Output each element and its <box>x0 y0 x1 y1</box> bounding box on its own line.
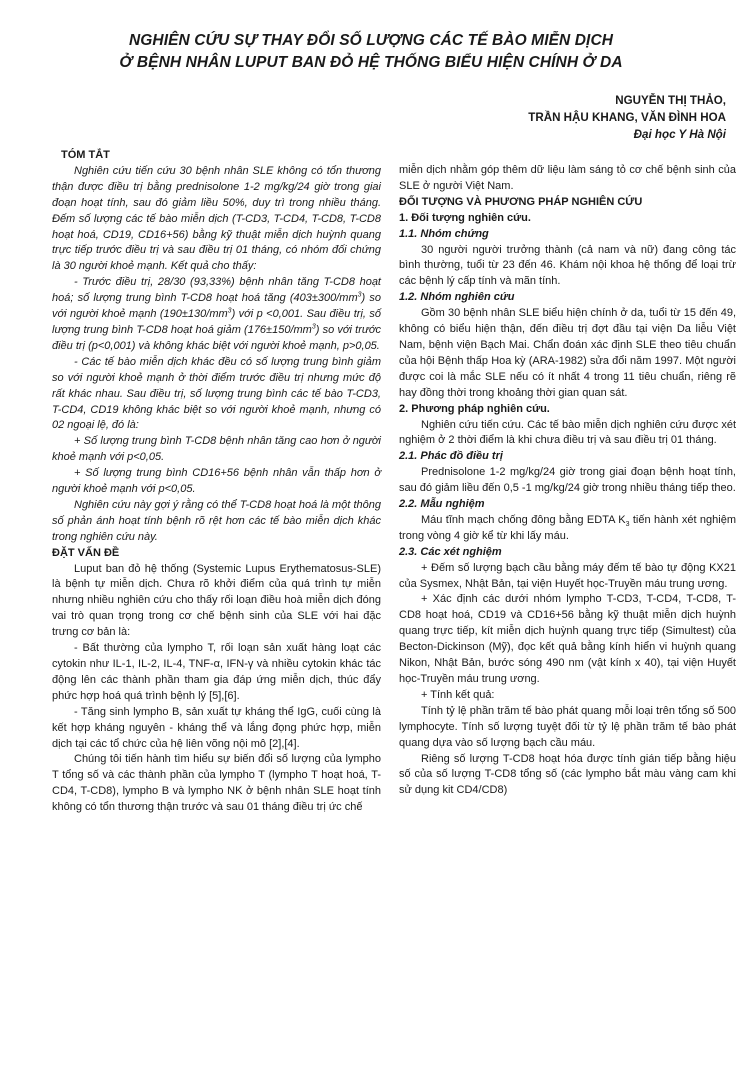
test-paragraph-2: + Xác định các dưới nhóm lympho T-CD3, T-CD4, T-CD8, T-CD8 hoạt hoá, CD19 và CD16+56 bằng kỹ thuật miễn dịch huỳnh quang trực tiếp, kít miễn dịch huỳnh quang trực tiếp (Simultest) của Becton-Dickinson (Mỹ), đọc kết quả bằng kính hiển vi huỳnh quang Nikon, Nhật Bản, bước sóng 490 nm (vật kính x 40), tại viện Huyết học-Truyền máu trung ương. <box>399 593 736 685</box>
test-paragraph-4: Tính tỷ lệ phần trăm tế bào phát quang mỗi loại trên tổng số 500 lymphocyte. Tính số lượng tuyệt đối từ tỷ lệ phần trăm tế bào phát quang dựa vào số lượng bạch cầu máu. <box>399 704 736 749</box>
summary-paragraph-5: + Số lượng trung bình CD16+56 bệnh nhân vẫn thấp hơn ở người khoẻ mạnh với p<0,05. <box>52 467 381 496</box>
summary-paragraph-3: - Các tế bào miễn dịch khác đều có số lượng trung bình giảm so với người khoẻ mạnh ở thời điểm trước điều trị nhưng mức độ rất khác nhau. Sau điều trị, số lượng trung bình các tế bào T-CD3, T-CD4, CD19 không khác biệt so với người khoẻ mạnh, nhưng có 02 ngoại lệ, đó là: <box>52 355 381 432</box>
intro-paragraph-4: Chúng tôi tiến hành tìm hiểu sự biến đổi số lượng của lympho T tổng số và các thành phần của lympho T (lympho T hoạt hoá, T-CD4, T-CD8), lympho B và lympho NK ở bệnh nhân SLE hoạt tính không có tổn thương thận trước và sau 01 tháng điều trị ức chế <box>52 753 381 814</box>
title-line-1: NGHIÊN CỨU SỰ THAY ĐỔI SỐ LƯỢNG CÁC TẾ BÀO MIỄN DỊCH <box>128 32 614 49</box>
author-line-1: NGUYỄN THỊ THẢO, <box>615 94 726 107</box>
test-paragraph-1: + Đếm số lượng bạch cầu bằng máy đếm tế bào tự động KX21 của Sysmex, Nhật Bản, tại viện Huyết học-Truyền máu trung ương. <box>399 561 736 590</box>
author-line-2: TRẦN HẬU KHANG, VĂN ĐÌNH HOA <box>528 111 726 124</box>
treatment-paragraph: Prednisolone 1-2 mg/kg/24 giờ trong giai đoạn bệnh hoạt tính, sau đó giảm liều đến 0,5 -1 mg/kg/24 giờ trong nhiều tháng tiếp theo. <box>399 466 736 495</box>
right-column <box>399 163 736 799</box>
intro-heading: ĐẶT VẤN ĐỀ <box>52 546 120 559</box>
affiliation: Đại học Y Hà Nội <box>633 128 726 141</box>
continued-paragraph: miễn dịch nhằm góp thêm dữ liệu làm sáng tỏ cơ chế bệnh sinh của SLE ở người Việt Nam. <box>399 164 736 192</box>
intro-paragraph-1: Luput ban đỏ hệ thống (Systemic Lupus Erythematosus-SLE) là bệnh tự miễn dịch. Chưa rõ khởi điểm của quá trình tự miễn nhưng nhiều nghiên cứu cho thấy rối loạn điều hoà miễn dịch đóng vai trò quan trọng trong cơ chế bệnh sinh của SLE với hai đặc trưng cơ bản là: <box>52 562 381 639</box>
summary-paragraph-4: + Số lượng trung bình T-CD8 bệnh nhân tăng cao hơn ở người khoẻ mạnh với p<0,05. <box>52 435 381 464</box>
section-1-2-heading: 1.2. Nhóm nghiên cứu <box>399 291 515 304</box>
section-2-heading: 2. Phương pháp nghiên cứu. <box>399 402 550 415</box>
test-paragraph-3: + Tính kết quả: <box>421 688 495 701</box>
summary-paragraph-1: Nghiên cứu tiến cứu 30 bệnh nhân SLE không có tổn thương thận được điều trị bằng prednisolone 1-2 mg/kg/24 giờ trong giai đoạn hoạt tính, sau đó giảm liều 50%, duy trì trong nhiều tháng. Đếm số lượng các tế bào miễn dịch (T-CD3, T-CD4, T-CD8, T-CD8 hoạt hoá, CD19, CD16+56) bằng kỹ thuật miễn dịch huỳnh quang trực tiếp trước điều trị và sau điều trị 01 tháng, có nhóm đối chứng là 30 người khoẻ mạnh. Kết quả cho thấy: <box>52 164 381 273</box>
authors-block <box>528 92 726 143</box>
section-2-3-heading: 2.3. Các xét nghiệm <box>399 545 502 558</box>
title-line-2: Ở BỆNH NHÂN LUPUT BAN ĐỎ HỆ THỐNG BIỂU HIỆN CHÍNH Ở DA <box>119 54 623 71</box>
study-group-paragraph: Gồm 30 bệnh nhân SLE biểu hiện chính ở da, tuổi từ 15 đến 49, không có biểu hiện thận, đến điều trị đợt đầu tại viện Da liễu Việt Nam, bệnh viện Bạch Mai. Chẩn đoán xác định SLE theo tiêu chuẩn của hội Bệnh thấp Hoa kỳ (ARA-1982) sửa đổi năm 1997. Một người được coi là mắc SLE nếu có ít nhất 4 trong 11 tiêu chuẩn, riêng rẽ hay đồng thời trong khoảng thời gian quan sát. <box>399 307 736 399</box>
section-2-2-heading: 2.2. Mẫu nghiệm <box>399 498 485 511</box>
summary-heading: TÓM TẮT <box>61 149 110 161</box>
methods-paragraph: Nghiên cứu tiến cứu. Các tế bào miễn dịch nghiên cứu được xét nghiệm ở 2 thời điểm là khi chưa điều trị và sau điều trị 01 tháng. <box>399 418 736 447</box>
section-1-1-heading: 1.1. Nhóm chứng <box>399 227 489 240</box>
section-2-1-heading: 2.1. Phác đồ điều trị <box>399 450 503 463</box>
intro-paragraph-2: - Bất thường của lympho T, rối loạn sản xuất hàng loạt các cytokin như IL-1, IL-2, IL-4, TNF-α, IFN-γ và nhiều cytokin khác tác động lên các thành phần tham gia đáp ứng miễn dịch, thúc đẩy phức hợp hoá quá trình bệnh lý [5],[6]. <box>52 642 381 702</box>
intro-paragraph-3: - Tăng sinh lympho B, sản xuất tự kháng thể IgG, cuối cùng là kết hợp kháng nguyên - kháng thể và lắng đọng phức hợp, miễn dịch tại các tổ chức của hệ liên võng nội mô [2],[4]. <box>52 705 381 750</box>
methods-heading: ĐỐI TƯỢNG VÀ PHƯƠNG PHÁP NGHIÊN CỨU <box>399 195 643 208</box>
left-column <box>52 148 381 816</box>
sample-paragraph: Máu tĩnh mạch chống đông bằng EDTA $K_3$ tiến hành xét nghiệm trong vòng 4 giờ kể từ khi lấy máu. <box>399 513 736 542</box>
summary-paragraph-2: - Trước điều trị, 28/30 (93,33%) bệnh nhân tăng T-CD8 hoạt hoá; số lượng trung bình T-CD8 hoạt hoá tăng $(403\pm 300/mm^3)$ so với người khoẻ mạnh $(190\pm 130/mm^3)$ với p <0,001. Sau điều trị, số lượng trung bình T-CD8 hoạt hoá giảm $(176\pm 150/mm^3)$ so với trước điều trị (p<0,001) và không khác biệt với người khoẻ mạnh, p>0,05. <box>52 276 381 352</box>
control-group-paragraph: 30 người người trưởng thành (cả nam và nữ) đang công tác bình thường, tuổi từ 23 đến 46. Khám nội khoa hệ thống để loại trừ các bệnh lý cấp tính và mãn tính. <box>399 243 736 288</box>
summary-paragraph-6: Nghiên cứu này gợi ý rằng có thể T-CD8 hoạt hoá là một thông số phản ánh hoạt tính bệnh rõ rệt hơn các tế bào miễn dịch khác trong nghiên cứu này. <box>52 498 381 543</box>
test-paragraph-5: Riêng số lượng T-CD8 hoạt hóa được tính gián tiếp bằng hiệu số của số lượng T-CD8 tổng số (các lympho bắt màu vàng cam khi sử dụng kit CD4/CD8) <box>399 752 736 797</box>
section-1-heading: 1. Đối tượng nghiên cứu. <box>399 211 531 224</box>
